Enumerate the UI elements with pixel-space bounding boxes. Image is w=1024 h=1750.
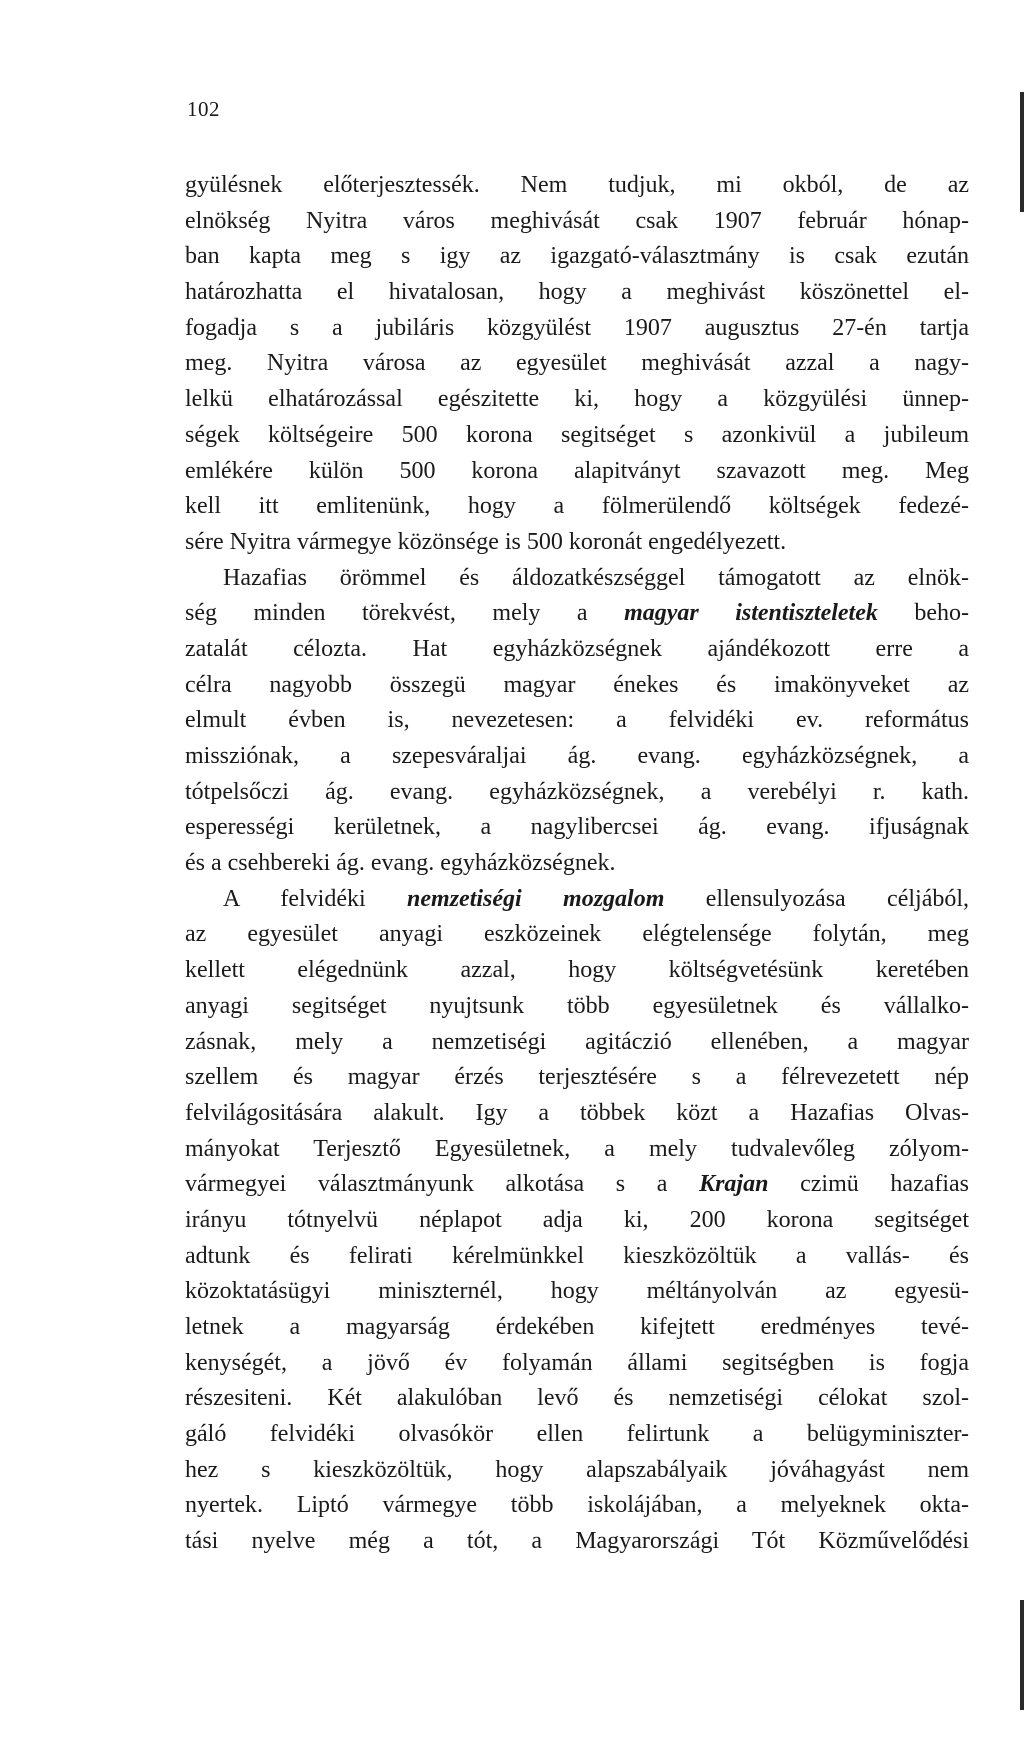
text-line: [185, 1203, 969, 1239]
text-span: letnek a magyarság érdekében kifejtett eredményes tevé-: [185, 1314, 969, 1340]
text-span: ellensulyozása céljából,: [664, 885, 969, 912]
text-span: fogadja s a jubiláris közgyülést 1907 augusztus 27-én tartja: [185, 314, 969, 341]
page-edge-mark: [1020, 92, 1024, 212]
text-span: célra nagyobb összegü magyar énekes és imakönyveket az: [185, 671, 969, 698]
text-span: tási nyelve még a tót, a Magyarországi Tót Közművelődési: [185, 1528, 969, 1555]
emphasized-text: magyar istentiszteletek: [624, 600, 878, 627]
text-line: [185, 596, 969, 632]
text-span: adtunk és felirati kérelmünkkel kieszközöltük a vallás- és: [185, 1242, 969, 1269]
text-span: az egyesület anyagi eszközeinek elégtelensége folytán, meg: [185, 921, 969, 948]
text-span: zásnak, mely a nemzetiségi agitáczió ellenében, a magyar: [185, 1028, 969, 1055]
text-line: [185, 454, 969, 490]
text-span: vármegyei választmányunk alkotása s a: [185, 1171, 700, 1198]
text-line: [185, 1524, 969, 1560]
text-line: [185, 1310, 969, 1346]
text-span: kenységét, a jövő év folyamán állami segitségben is fogja: [185, 1349, 969, 1376]
text-span: szellem és magyar érzés terjesztésére s a félrevezetett nép: [185, 1064, 969, 1091]
text-line: [185, 989, 969, 1025]
text-span: czimü hazafias: [768, 1171, 969, 1198]
text-span: gyülésnek előterjesztessék. Nem tudjuk, mi okból, de az: [185, 172, 969, 198]
text-line: [185, 204, 969, 240]
text-line: [185, 739, 969, 775]
text-line: [185, 382, 969, 418]
text-line: [185, 1132, 969, 1168]
text-span: sére Nyitra vármegye közönsége is 500 koronát engedélyezett.: [185, 528, 787, 555]
text-span: elnökség Nyitra város meghivását csak 1907 február hónap-: [185, 207, 969, 234]
text-line: [185, 489, 969, 525]
text-span: részesiteni. Két alakulóban levő és nemzetiségi célokat szol-: [185, 1385, 969, 1412]
text-span: zatalát célozta. Hat egyházközségnek ajándékozott erre a: [185, 635, 969, 662]
text-span: meg. Nyitra városa az egyesület meghivását azzal a nagy-: [185, 350, 969, 377]
text-line: [185, 168, 969, 204]
text-line: [185, 1488, 969, 1524]
text-line: [185, 311, 969, 347]
text-line: [185, 632, 969, 668]
text-span: emlékére külön 500 korona alapitványt szavazott meg. Meg: [185, 457, 969, 484]
page-number: 102: [187, 97, 220, 121]
text-line: [185, 1025, 969, 1061]
text-line: [185, 1381, 969, 1417]
text-span: ban kapta meg s igy az igazgató-választmány is csak ezután: [185, 243, 969, 270]
emphasized-text: nemzetiségi mozgalom: [407, 885, 665, 912]
text-line: [185, 810, 969, 846]
text-line: [185, 239, 969, 275]
text-span: nyertek. Liptó vármegye több iskolájában, a melyeknek okta-: [185, 1492, 969, 1519]
text-span: mányokat Terjesztő Egyesületnek, a mely tudvalevőleg zólyom-: [185, 1135, 969, 1162]
text-line: [185, 1096, 969, 1132]
text-span: ségek költségeire 500 korona segitséget s azonkivül a jubileum: [185, 421, 969, 448]
text-span: hez s kieszközöltük, hogy alapszabályaik jóváhagyást nem: [185, 1456, 969, 1483]
text-span: határozhatta el hivatalosan, hogy a meghivást köszönettel el-: [185, 279, 969, 306]
text-line: [185, 775, 969, 811]
text-line: [185, 1060, 969, 1096]
text-line: [185, 668, 969, 704]
text-span: lelkü elhatározással egészitette ki, hogy a közgyülési ünnep-: [185, 386, 969, 413]
text-line: [185, 525, 969, 561]
text-span: elmult évben is, nevezetesen: a felvidéki ev. református: [185, 707, 969, 734]
page-edge-mark: [1020, 1600, 1024, 1710]
text-line: [185, 275, 969, 311]
text-span: kellett elégednünk azzal, hogy költségvetésünk keretében: [185, 957, 969, 984]
text-span: anyagi segitséget nyujtsunk több egyesületnek és vállalko-: [185, 992, 969, 1019]
text-line: [185, 561, 969, 597]
text-span: kell itt emlitenünk, hogy a fölmerülendő költségek fedezé-: [185, 493, 969, 520]
text-line: [185, 953, 969, 989]
text-span: Hazafias örömmel és áldozatkészséggel támogatott az elnök-: [223, 564, 969, 591]
text-line: [185, 703, 969, 739]
text-span: esperességi kerületnek, a nagylibercsei ág. evang. ifjuságnak: [185, 814, 969, 841]
text-span: ség minden törekvést, mely a: [185, 600, 625, 627]
text-span: irányu tótnyelvü néplapot adja ki, 200 korona segitséget: [185, 1206, 969, 1233]
text-span: tótpelsőczi ág. evang. egyházközségnek, a verebélyi r. kath.: [185, 778, 969, 805]
emphasized-text: Krajan: [699, 1171, 769, 1198]
text-span: A felvidéki: [223, 885, 408, 912]
text-span: beho-: [877, 600, 969, 627]
text-span: közoktatásügyi miniszternél, hogy méltányolván az egyesü-: [185, 1278, 969, 1305]
text-span: felvilágositására alakult. Igy a többek közt a Hazafias Olvas-: [185, 1099, 969, 1126]
text-line: [185, 418, 969, 454]
text-span: gáló felvidéki olvasókör ellen felirtunk a belügyminiszter-: [185, 1421, 969, 1448]
text-line: [185, 1346, 969, 1382]
text-line: [185, 346, 969, 382]
text-line: [185, 1167, 969, 1203]
text-line: [185, 1274, 969, 1310]
text-span: missziónak, a szepesváraljai ág. evang. egyházközségnek, a: [185, 743, 969, 769]
text-line: [185, 1417, 969, 1453]
text-line: [185, 917, 969, 953]
text-span: és a csehbereki ág. evang. egyházközségnek.: [185, 850, 616, 877]
text-line: [185, 882, 969, 918]
text-line: [185, 846, 969, 882]
text-line: [185, 1239, 969, 1275]
text-line: [185, 1453, 969, 1489]
body-text: [185, 168, 969, 1560]
